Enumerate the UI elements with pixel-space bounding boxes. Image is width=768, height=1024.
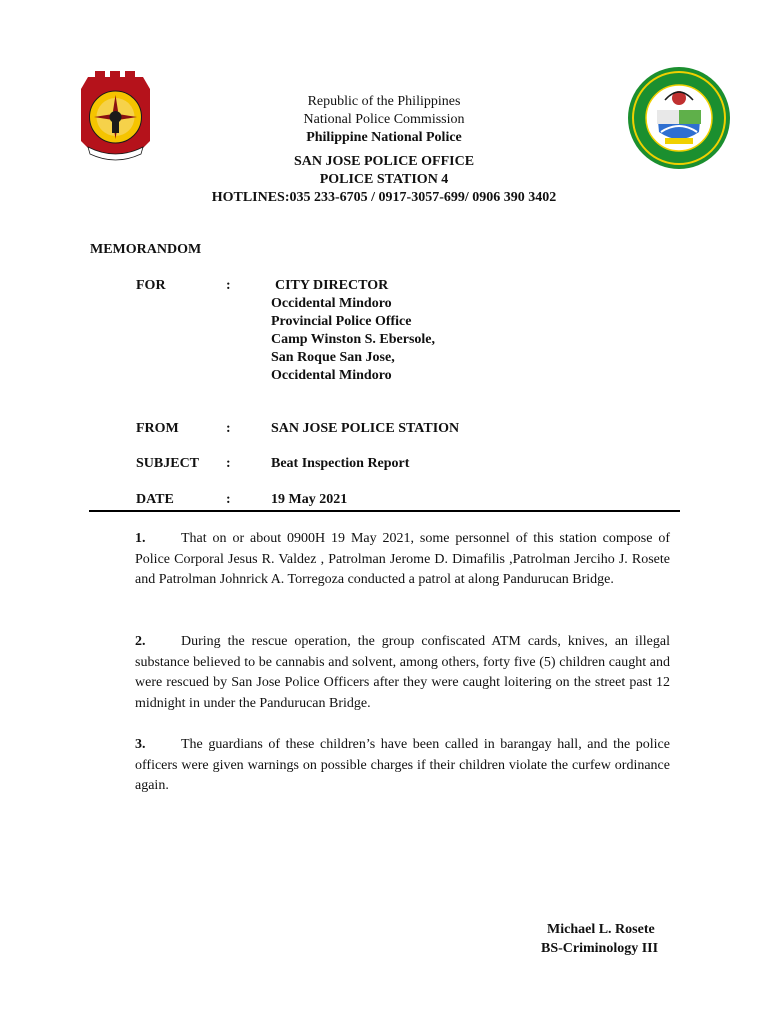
for-line-3: Provincial Police Office (271, 314, 412, 329)
header-hotlines: HOTLINES:035 233-6705 / 0917-3057-699/ 0906 390 3402 (211, 190, 557, 205)
header-office: SAN JOSE POLICE OFFICE (293, 154, 475, 169)
date-colon: : (226, 492, 231, 507)
header-pnp: Philippine National Police (306, 130, 462, 145)
paragraph-text: The guardians of these children’s have been called in barangay hall, and the police officers were given warnings on possible charges if their children violate the curfew ordinance again. (135, 737, 670, 793)
date-label: DATE (136, 492, 174, 507)
paragraph-text: That on or about 0900H 19 May 2021, some personnel of this station compose of Police Corporal Jesus R. Valdez , Patrolman Jerome D. Dimafilis ,Patrolman Jerciho J. Rosete and Patrolman Johnrick A. Torregoza conducted a patrol at along Pandurucan Bridge. (135, 531, 670, 587)
from-colon: : (226, 421, 231, 436)
paragraph-2 (135, 632, 670, 714)
for-line-4: Camp Winston S. Ebersole, (271, 332, 436, 347)
subject-label: SUBJECT (136, 456, 200, 471)
paragraph-1 (135, 529, 670, 591)
for-line-1: CITY DIRECTOR (275, 278, 389, 293)
paragraph-number: 2. (135, 634, 146, 649)
header-napolcom: National Police Commission (303, 112, 465, 127)
for-line-5: San Roque San Jose, (271, 350, 395, 365)
header-divider (89, 510, 680, 512)
for-line-2: Occidental Mindoro (271, 296, 392, 311)
paragraph-number: 1. (135, 531, 146, 546)
subject-colon: : (226, 456, 231, 471)
paragraph-3 (135, 735, 670, 797)
memo-heading: MEMORANDOM (90, 242, 202, 257)
header-republic: Republic of the Philippines (307, 94, 461, 109)
signature-name: Michael L. Rosete (547, 922, 655, 937)
from-label: FROM (136, 421, 179, 436)
subject-value: Beat Inspection Report (271, 456, 410, 471)
signature-title: BS-Criminology III (541, 941, 659, 956)
for-label: FOR (136, 278, 166, 293)
header-station: POLICE STATION 4 (319, 172, 449, 187)
date-value: 19 May 2021 (271, 492, 348, 507)
for-colon: : (226, 278, 231, 293)
paragraph-text: During the rescue operation, the group confiscated ATM cards, knives, an illegal substance believed to be cannabis and solvent, among others, forty five (5) children caught and were rescued by San Jose Police Officers after they were caught loitering on the street past 12 midnight in under the Pandurucan Bridge. (135, 634, 670, 711)
for-line-6: Occidental Mindoro (271, 368, 392, 383)
from-value: SAN JOSE POLICE STATION (271, 421, 460, 436)
paragraph-number: 3. (135, 737, 146, 752)
